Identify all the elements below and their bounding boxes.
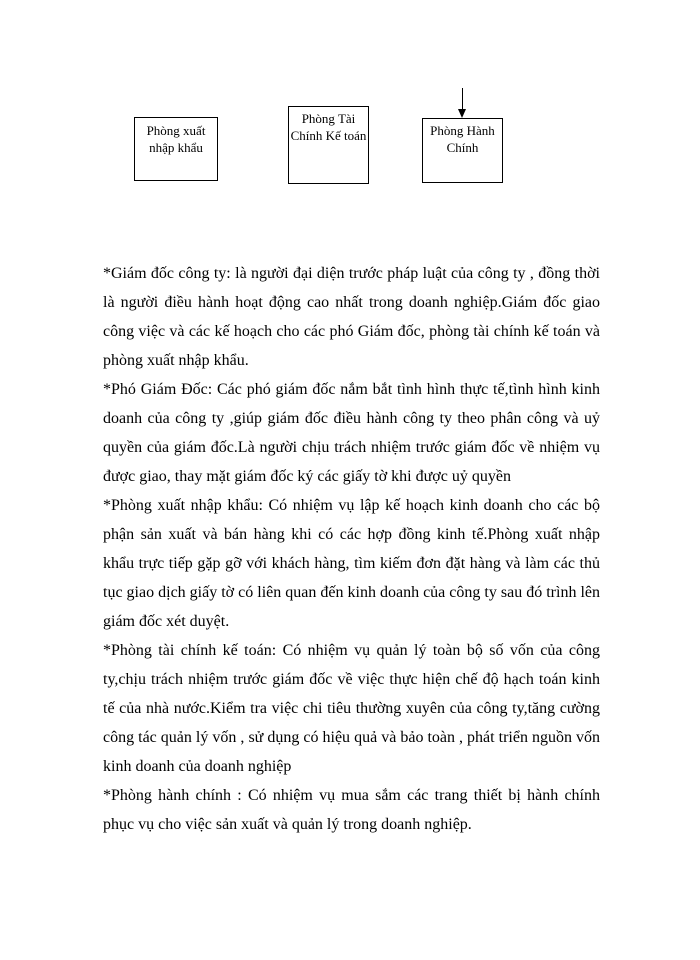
arrow-down-icon — [458, 109, 466, 118]
box-label: Phòng xuất nhập khẩu — [146, 123, 206, 155]
box-import-export-dept — [134, 117, 218, 181]
box-finance-accounting-dept — [288, 106, 369, 184]
paragraph-deputy-director: *Phó Giám Đốc: Các phó giám đốc nắm bắt tình hình thực tế,tình hình kinh doanh của công ty ,giúp giám đốc điều hành công ty theo phân công và uỷ quyền của giám đốc.Là người chịu trách nhiệm trước giám đốc về nhiệm vụ được giao, thay mặt giám đốc ký các giấy tờ khi được uỷ quyền — [103, 381, 600, 485]
paragraph-finance-accounting: *Phòng tài chính kế toán: Có nhiệm vụ quản lý toàn bộ số vốn của công ty,chịu trách nhiệm trước giám đốc về việc thực hiện chế độ hạch toán kinh tế của nhà nước.Kiểm tra việc chi tiêu thường xuyên của công ty,tăng cường công tác quản lý vốn , sử dụng có hiệu quả và bảo toàn , phát triển nguồn vốn kinh doanh của doanh nghiệp — [103, 642, 600, 775]
box-administration-dept — [422, 118, 503, 183]
paragraph-import-export: *Phòng xuất nhập khẩu: Có nhiệm vụ lập kế hoạch kinh doanh cho các bộ phận sản xuất và bán hàng khi có các hợp đồng kinh tế.Phòng xuất nhập khẩu trực tiếp gặp gỡ với khách hàng, tìm kiếm đơn đặt hàng và làm các thủ tục giao dịch giấy tờ có liên quan đến kinh doanh của công ty sau đó trình lên giám đốc xét duyệt. — [103, 497, 600, 630]
box-label: Phòng Tài Chính Kế toán — [290, 111, 367, 143]
box-label: Phòng Hành Chính — [430, 123, 495, 155]
document-body — [103, 259, 600, 839]
paragraph-director: *Giám đốc công ty: là người đại diện trước pháp luật của công ty , đồng thời là người điều hành hoạt động cao nhất trong doanh nghiệp.Giám đốc giao công việc và các kế hoạch cho các phó Giám đốc, phòng tài chính kế toán và phòng xuất nhập khẩu. — [103, 265, 600, 369]
paragraph-administration: *Phòng hành chính : Có nhiệm vụ mua sắm các trang thiết bị hành chính phục vụ cho việc sản xuất và quản lý trong doanh nghiệp. — [103, 787, 600, 833]
connector-arrow-line — [462, 88, 463, 110]
